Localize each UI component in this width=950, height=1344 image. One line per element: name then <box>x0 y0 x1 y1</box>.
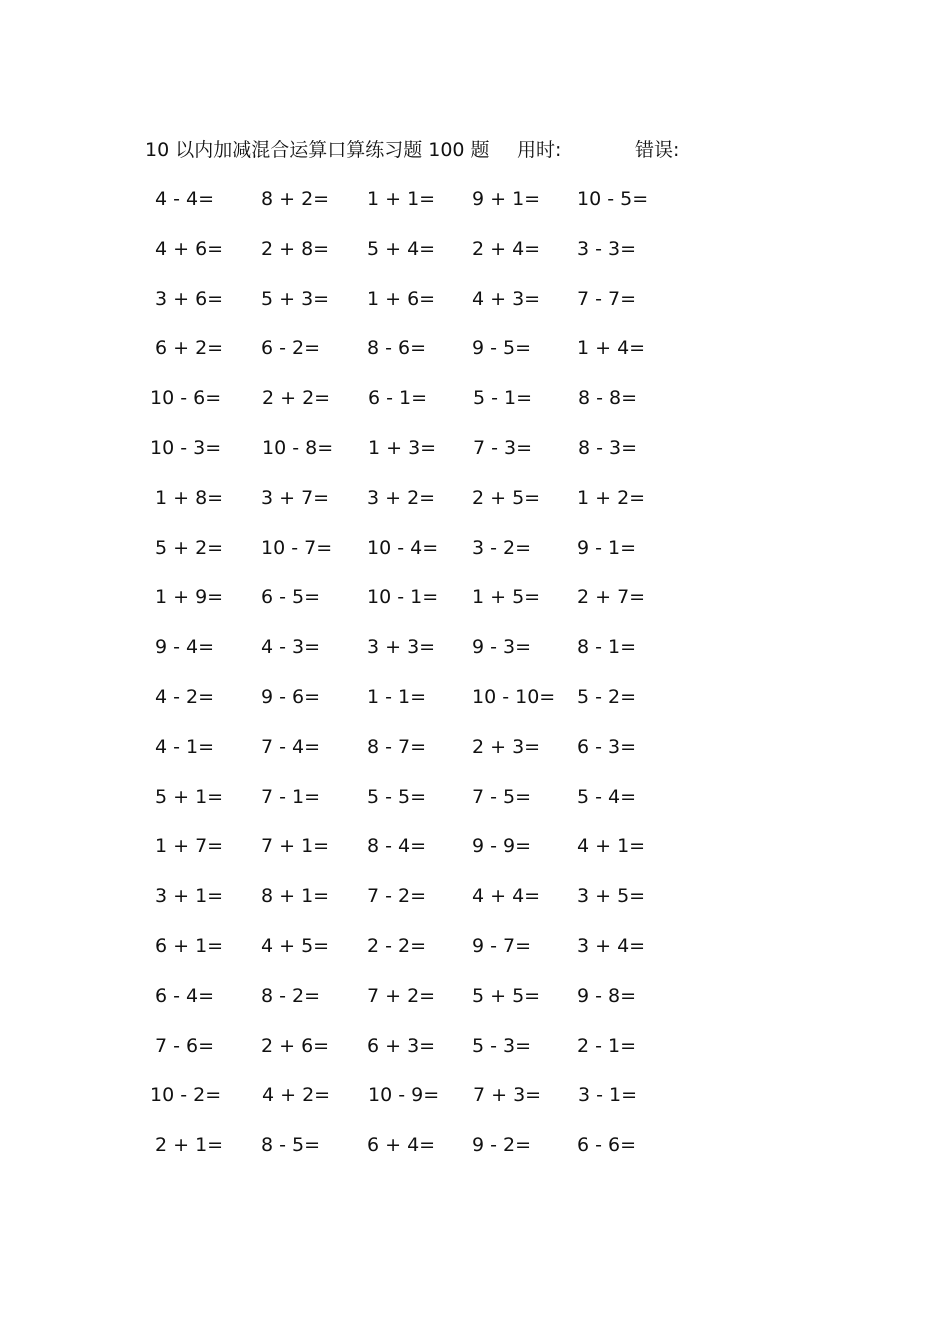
problem-item: 6 + 2= <box>155 337 224 359</box>
problem-item: 3 + 7= <box>261 487 330 509</box>
problem-item: 6 - 3= <box>577 736 637 758</box>
problem-row <box>150 286 710 312</box>
problem-item: 2 - 2= <box>367 935 427 957</box>
problem-item: 10 - 10= <box>472 686 556 708</box>
problem-row <box>150 833 710 859</box>
problem-item: 10 - 6= <box>150 387 222 409</box>
problem-item: 9 - 6= <box>261 686 321 708</box>
problem-item: 1 + 2= <box>577 487 646 509</box>
problem-row <box>150 684 710 710</box>
problem-item: 10 - 9= <box>368 1084 440 1106</box>
problem-item: 6 - 2= <box>261 337 321 359</box>
problem-item: 5 - 1= <box>473 387 533 409</box>
problem-item: 3 + 5= <box>577 885 646 907</box>
problem-item: 5 + 4= <box>367 238 436 260</box>
problem-row <box>150 734 710 760</box>
problem-item: 3 + 2= <box>367 487 436 509</box>
problem-row <box>150 983 710 1009</box>
problem-item: 10 - 2= <box>150 1084 222 1106</box>
problem-item: 2 + 4= <box>472 238 541 260</box>
problem-item: 1 + 5= <box>472 586 541 608</box>
problem-item: 5 + 1= <box>155 786 224 808</box>
problem-item: 5 - 4= <box>577 786 637 808</box>
problem-item: 7 + 2= <box>367 985 436 1007</box>
problem-row <box>150 1033 710 1059</box>
problem-item: 4 - 4= <box>155 188 215 210</box>
problem-item: 5 + 2= <box>155 537 224 559</box>
problem-item: 8 - 4= <box>367 835 427 857</box>
problem-item: 6 + 3= <box>367 1035 436 1057</box>
problem-item: 8 - 2= <box>261 985 321 1007</box>
problem-item: 2 + 1= <box>155 1134 224 1156</box>
problem-item: 2 + 2= <box>262 387 331 409</box>
problem-item: 9 - 2= <box>472 1134 532 1156</box>
problem-item: 5 + 5= <box>472 985 541 1007</box>
problem-item: 10 - 7= <box>261 537 333 559</box>
problem-item: 8 - 7= <box>367 736 427 758</box>
problem-row <box>150 385 710 411</box>
problem-item: 10 - 3= <box>150 437 222 459</box>
problem-item: 9 - 3= <box>472 636 532 658</box>
problem-item: 7 - 3= <box>473 437 533 459</box>
problem-item: 9 - 7= <box>472 935 532 957</box>
problem-item: 4 - 1= <box>155 736 215 758</box>
problem-row <box>150 485 710 511</box>
error-count-label: 错误: <box>635 139 680 161</box>
problem-item: 3 - 1= <box>578 1084 638 1106</box>
problem-item: 9 - 8= <box>577 985 637 1007</box>
problem-item: 2 + 6= <box>261 1035 330 1057</box>
problem-item: 7 + 1= <box>261 835 330 857</box>
problem-item: 7 - 1= <box>261 786 321 808</box>
problem-row <box>150 784 710 810</box>
problem-item: 10 - 5= <box>577 188 649 210</box>
problem-item: 8 + 1= <box>261 885 330 907</box>
problem-row <box>150 1132 710 1158</box>
problem-item: 1 + 4= <box>577 337 646 359</box>
problem-row <box>150 933 710 959</box>
problem-item: 6 - 1= <box>368 387 428 409</box>
problem-item: 10 - 8= <box>262 437 334 459</box>
problem-item: 8 - 3= <box>578 437 638 459</box>
problem-item: 8 - 1= <box>577 636 637 658</box>
problem-item: 5 - 2= <box>577 686 637 708</box>
problem-item: 9 - 9= <box>472 835 532 857</box>
problem-item: 5 - 5= <box>367 786 427 808</box>
time-used-label: 用时: <box>517 139 562 161</box>
problem-item: 2 + 8= <box>261 238 330 260</box>
problem-item: 1 + 1= <box>367 188 436 210</box>
worksheet-title: 10 以内加减混合运算口算练习题 100 题 <box>145 139 490 161</box>
problem-item: 4 + 1= <box>577 835 646 857</box>
problem-item: 2 + 5= <box>472 487 541 509</box>
problem-item: 1 + 7= <box>155 835 224 857</box>
problem-item: 9 - 1= <box>577 537 637 559</box>
problem-row <box>150 584 710 610</box>
problem-item: 5 + 3= <box>261 288 330 310</box>
problem-item: 9 - 4= <box>155 636 215 658</box>
problem-item: 2 - 1= <box>577 1035 637 1057</box>
problem-item: 1 + 3= <box>368 437 437 459</box>
problem-item: 4 + 5= <box>261 935 330 957</box>
problem-row <box>150 435 710 461</box>
problem-item: 4 - 3= <box>261 636 321 658</box>
problem-item: 7 - 7= <box>577 288 637 310</box>
problem-item: 3 + 4= <box>577 935 646 957</box>
problem-item: 7 + 3= <box>473 1084 542 1106</box>
problem-item: 7 - 2= <box>367 885 427 907</box>
problem-item: 8 - 5= <box>261 1134 321 1156</box>
problem-item: 3 + 3= <box>367 636 436 658</box>
problem-item: 6 + 1= <box>155 935 224 957</box>
problem-row <box>150 1082 710 1108</box>
problem-item: 7 - 6= <box>155 1035 215 1057</box>
problem-item: 1 + 9= <box>155 586 224 608</box>
problem-item: 6 - 4= <box>155 985 215 1007</box>
problem-item: 5 - 3= <box>472 1035 532 1057</box>
problem-item: 6 - 6= <box>577 1134 637 1156</box>
problem-item: 8 + 2= <box>261 188 330 210</box>
problem-item: 2 + 3= <box>472 736 541 758</box>
problem-item: 10 - 1= <box>367 586 439 608</box>
problem-row <box>150 634 710 660</box>
problem-item: 10 - 4= <box>367 537 439 559</box>
problem-item: 3 + 1= <box>155 885 224 907</box>
problem-row <box>150 335 710 361</box>
problem-item: 1 - 1= <box>367 686 427 708</box>
problem-item: 7 - 5= <box>472 786 532 808</box>
problem-item: 2 + 7= <box>577 586 646 608</box>
problem-item: 4 + 3= <box>472 288 541 310</box>
problem-item: 1 + 6= <box>367 288 436 310</box>
problem-item: 6 + 4= <box>367 1134 436 1156</box>
problem-item: 4 + 2= <box>262 1084 331 1106</box>
problem-item: 7 - 4= <box>261 736 321 758</box>
problem-item: 1 + 8= <box>155 487 224 509</box>
problem-row <box>150 236 710 262</box>
problem-row <box>150 186 710 212</box>
problem-row <box>150 883 710 909</box>
problem-item: 4 + 4= <box>472 885 541 907</box>
problem-item: 3 - 2= <box>472 537 532 559</box>
problem-item: 8 - 6= <box>367 337 427 359</box>
problem-item: 9 - 5= <box>472 337 532 359</box>
problem-item: 3 + 6= <box>155 288 224 310</box>
problem-item: 4 - 2= <box>155 686 215 708</box>
problem-item: 8 - 8= <box>578 387 638 409</box>
problem-row <box>150 535 710 561</box>
problem-item: 3 - 3= <box>577 238 637 260</box>
problem-item: 4 + 6= <box>155 238 224 260</box>
problem-item: 6 - 5= <box>261 586 321 608</box>
problem-item: 9 + 1= <box>472 188 541 210</box>
